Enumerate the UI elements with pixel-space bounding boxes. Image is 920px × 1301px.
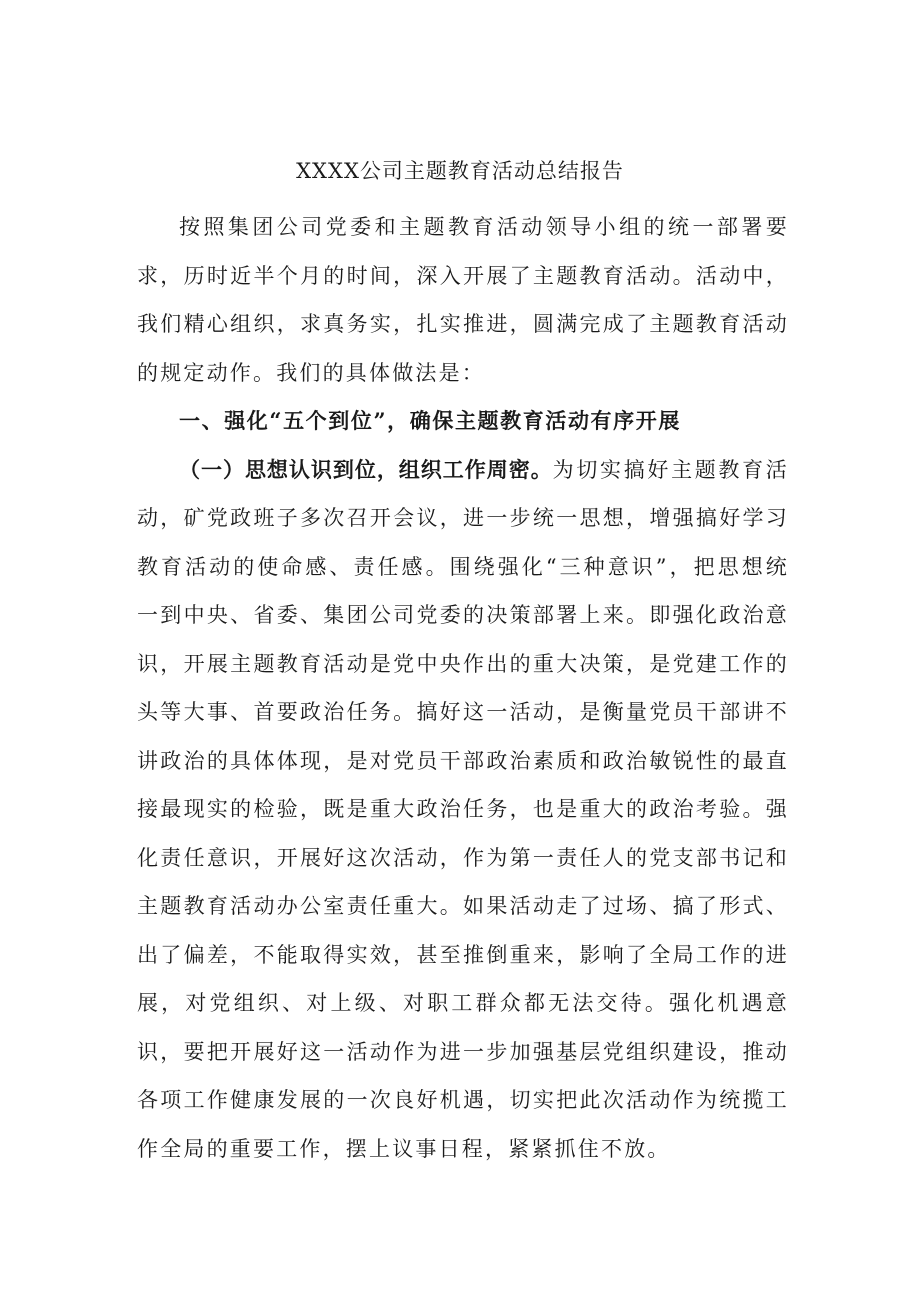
subsection-body: 为切实搞好主题教育活动，矿党政班子多次召开会议，进一步统一思想，增强搞好学习教育活动的使命感、责任感。围绕强化“三种意识”，把思想统一到中央、省委、集团公司党委的决策部署上来。即强化政治意识，开展主题教育活动是党中央作出的重大决策，是党建工作的头等大事、首要政治任务。搞好这一活动，是衡量党员干部讲不讲政治的具体体现，是对党员干部政治素质和政治敏锐性的最直接最现实的检验，既是重大政治任务，也是重大的政治考验。强化责任意识，开展好这次活动，作为第一责任人的党支部书记和主题教育活动办公室责任重大。如果活动走了过场、搞了形式、出了偏差，不能取得实效，甚至推倒重来，影响了全局工作的进展，对党组织、对上级、对职工群众都无法交待。强化机遇意识，要把开展好这一活动作为进一步加强基层党组织建设，推动各项工作健康发展的一次良好机遇，切实把此次活动作为统揽工作全局的重要工作，摆上议事日程，紧紧抓住不放。 xyxy=(137,457,789,1161)
document-title: XXXX公司主题教育活动总结报告 xyxy=(296,159,624,183)
subsection-heading: （一）思想认识到位，组织工作周密。 xyxy=(179,456,553,482)
document-body xyxy=(137,203,789,1173)
section-heading: 一、强化“五个到位”，确保主题教育活动有序开展 xyxy=(179,408,681,433)
intro-paragraph: 按照集团公司党委和主题教育活动领导小组的统一部署要求，历时近半个月的时间，深入开展了主题教育活动。活动中，我们精心组织，求真务实，扎实推进，圆满完成了主题教育活动的规定动作。我们的具体做法是： xyxy=(137,215,789,385)
subsection-paragraph xyxy=(137,446,789,1174)
